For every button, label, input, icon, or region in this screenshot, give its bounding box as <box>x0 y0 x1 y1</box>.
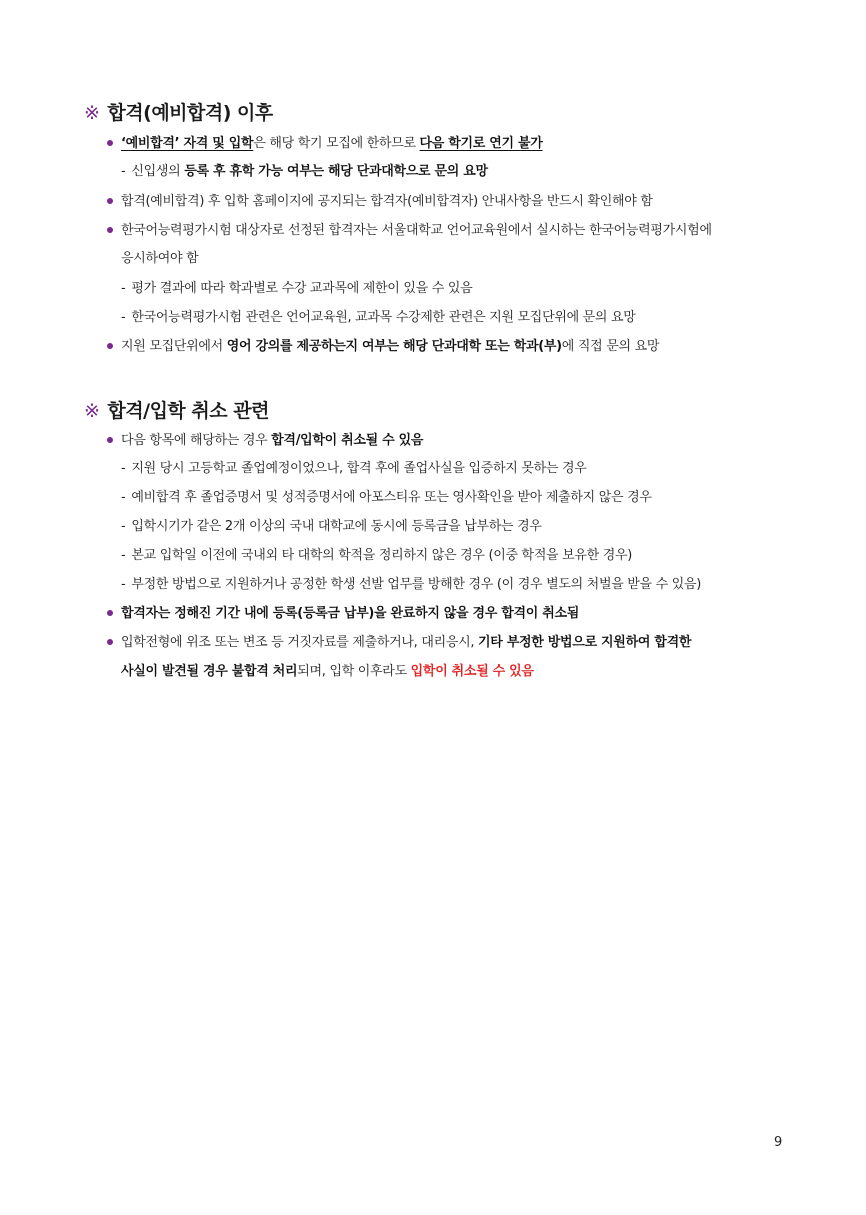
dash-icon: - <box>121 461 126 476</box>
body-text: 신입생의 <box>131 164 185 179</box>
bullet-icon <box>107 639 113 645</box>
emphasis-text: 기타 부정한 방법으로 지원하여 합격한 <box>478 635 692 650</box>
sub-list-item <box>121 489 652 507</box>
body-text: 다음 항목에 해당하는 경우 <box>121 433 272 448</box>
body-text: 평가 결과에 따라 학과별로 수강 교과목에 제한이 있을 수 있음 <box>131 281 473 296</box>
warning-text: 입학이 취소될 수 있음 <box>410 664 534 679</box>
body-text: 지원 당시 고등학교 졸업예정이었으나, 합격 후에 졸업사실을 입증하지 못하는 경우 <box>131 461 587 476</box>
body-text: 에 직접 문의 요망 <box>561 339 660 354</box>
list-item-continuation <box>121 663 534 681</box>
body-text: 응시하여야 함 <box>121 251 199 266</box>
sub-list-item <box>121 163 488 181</box>
bullet-icon <box>107 610 113 616</box>
list-item-continuation <box>121 250 198 268</box>
sub-list-item <box>121 280 472 298</box>
bullet-icon <box>107 343 113 349</box>
page-number: 9 <box>774 1135 783 1150</box>
body-text: 본교 입학일 이전에 국내외 타 대학의 학적을 정리하지 않은 경우 (이중 학적을 보유한 경우) <box>131 548 633 563</box>
body-text: 입학전형에 위조 또는 변조 등 거짓자료를 제출하거나, 대리응시, <box>121 635 479 650</box>
sub-list-item <box>121 518 542 536</box>
sub-list-item <box>121 460 587 478</box>
body-text: 한국어능력평가시험 관련은 언어교육원, 교과목 수강제한 관련은 지원 모집단위에 문의 요망 <box>131 310 636 325</box>
sub-list-item <box>121 309 636 327</box>
sub-list-item <box>121 547 632 565</box>
emphasis-text: 합격자는 정해진 기간 내에 등록(등록금 납부)을 완료하지 않을 경우 합격이 취소됨 <box>121 606 580 621</box>
emphasis-text: 합격/입학이 취소될 수 있음 <box>271 433 424 448</box>
dash-icon: - <box>121 519 126 534</box>
body-text: 은 해당 학기 모집에 한하므로 <box>253 136 420 151</box>
list-item <box>107 605 579 623</box>
bullet-icon <box>107 227 113 233</box>
list-item <box>107 222 712 240</box>
reference-mark-icon: ※ <box>84 102 100 124</box>
reference-mark-icon: ※ <box>84 400 100 422</box>
section-title-after-admission <box>84 98 273 125</box>
emphasis-text: ‘예비합격’ 자격 및 입학 <box>121 136 254 151</box>
emphasis-text: 등록 후 휴학 가능 여부는 해당 단과대학으로 문의 요망 <box>184 164 488 179</box>
dash-icon: - <box>121 577 126 592</box>
list-item <box>107 432 423 450</box>
emphasis-text: 다음 학기로 연기 불가 <box>419 136 543 151</box>
emphasis-text: 사실이 발견될 경우 불합격 처리 <box>121 664 298 679</box>
dash-icon: - <box>121 281 126 296</box>
body-text: 한국어능력평가시험 대상자로 선정된 합격자는 서울대학교 언어교육원에서 실시하는 한국어능력평가시험에 <box>121 223 712 238</box>
dash-icon: - <box>121 548 126 563</box>
body-text: 부정한 방법으로 지원하거나 공정한 학생 선발 업무를 방해한 경우 (이 경우 별도의 처벌을 받을 수 있음) <box>131 577 702 592</box>
list-item <box>107 193 653 211</box>
body-text: 예비합격 후 졸업증명서 및 성적증명서에 아포스티유 또는 영사확인을 받아 제출하지 않은 경우 <box>131 490 652 505</box>
dash-icon: - <box>121 164 126 179</box>
list-item <box>107 135 543 153</box>
section-title-cancellation <box>84 396 269 423</box>
section-title-text: 합격(예비합격) 이후 <box>107 102 273 124</box>
list-item <box>107 338 659 356</box>
dash-icon: - <box>121 490 126 505</box>
emphasis-text: 영어 강의를 제공하는지 여부는 해당 단과대학 또는 학과(부) <box>226 339 562 354</box>
bullet-icon <box>107 140 113 146</box>
body-text: 지원 모집단위에서 <box>121 339 227 354</box>
body-text: 입학시기가 같은 2개 이상의 국내 대학교에 동시에 등록금을 납부하는 경우 <box>131 519 542 534</box>
section-title-text: 합격/입학 취소 관련 <box>107 400 269 422</box>
sub-list-item <box>121 576 701 594</box>
body-text: 되며, 입학 이후라도 <box>297 664 411 679</box>
bullet-icon <box>107 437 113 443</box>
dash-icon: - <box>121 310 126 325</box>
list-item <box>107 634 691 652</box>
bullet-icon <box>107 198 113 204</box>
body-text: 합격(예비합격) 후 입학 홈페이지에 공지되는 합격자(예비합격자) 안내사항을 반드시 확인해야 함 <box>121 194 653 209</box>
